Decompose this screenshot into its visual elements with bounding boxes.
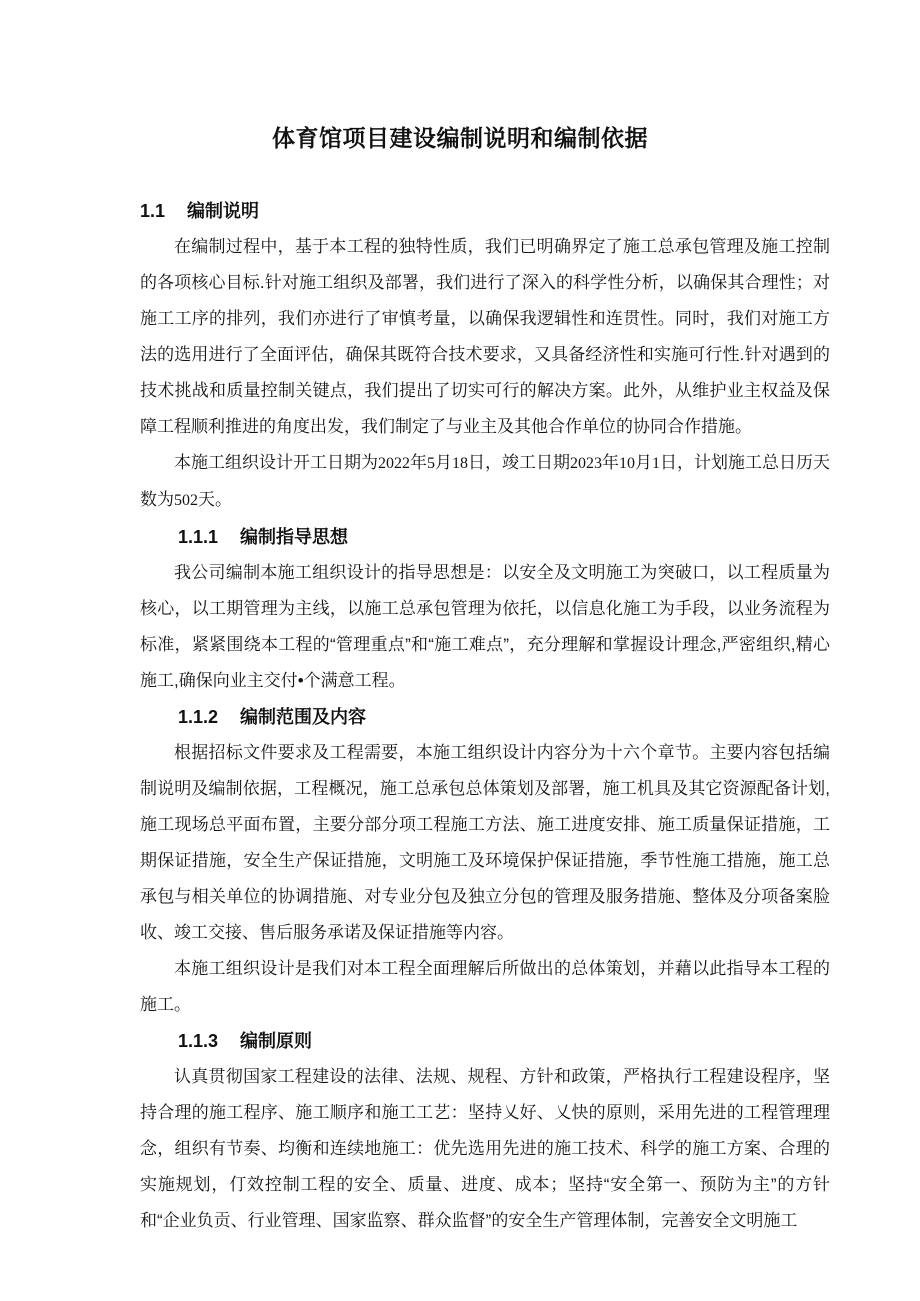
paragraph-guiding-ideology: 我公司编制本施工组织设计的指导思想是：以安全及文明施工为突破口，以工程质量为核心，以工期管理为主线，以施工总承包管理为依托，以信息化施工为手段，以业务流程为标准，紧紧围绕本工程的“管理重点”和“施工难点”，充分理解和掌握设计理念,严密组织,精心施工,确保向业主交付•个满意工程。 <box>140 563 830 690</box>
section-heading-1-1 <box>140 193 830 229</box>
section-heading-1-1-3-label: 编制原则 <box>240 1031 313 1051</box>
paragraph-compilation-overview: 在编制过程中，基于本工程的独特性质，我们已明确界定了施工总承包管理及施工控制的各项核心目标.针对施工组织及部署，我们进行了深入的科学性分析，以确保其合理性；对施工工序的排列，我们亦进行了审慎考量，以确保我逻辑性和连贯性。同时，我们对施工方法的选用进行了全面评估，确保其既符合技术要求，又具备经济性和实施可行性.针对遇到的技术挑战和质量控制关键点，我们提出了切实可行的解决方案。此外，从维护业主权益及保障工程顺利推进的角度出发，我们制定了与业主及其他合作单位的协同合作措施。 <box>140 237 830 436</box>
section-heading-1-1-1 <box>178 519 830 555</box>
section-heading-1-1-2-label: 编制范围及内容 <box>240 707 367 727</box>
section-heading-1-1-label: 编制说明 <box>187 201 260 221</box>
paragraph-scope-and-content: 根据招标文件要求及工程需要，本施工组织设计内容分为十六个章节。主要内容包括编制说明及编制依据，工程概况，施工总承包总体策划及部署，施工机具及其它资源配备计划,施工现场总平面布置，主要分部分项工程施工方法、施工进度安排、施工质量保证措施，工期保证措施，安全生产保证措施，文明施工及环境保护保证措施，季节性施工措施，施工总承包与相关单位的协调措施、对专业分包及独立分包的管理及服务措施、整体及分项备案脸收、竣工交接、售后服务承诺及保证措施等内容。 <box>140 743 830 942</box>
section-heading-1-1-2 <box>178 699 830 735</box>
paragraph-compilation-principles: 认真贯彻国家工程建设的法律、法规、规程、方针和政策，严格执行工程建设程序，坚持合理的施工程序、施工顺序和施工工艺：坚持乂好、乂快的原则，采用先进的工程管理理念，组织有节奏、均衡和连续地施工：优先选用先进的施工技术、科学的施工方案、合理的实施规划，仃效控制工程的安全、质量、进度、成本；坚持“安全第一、预防为主”的方针和“企业负贡、行业管理、国家监察、群众监督”的安全生产管理体制，完善安全文明施工 <box>140 1067 830 1230</box>
section-heading-1-1-1-label: 编制指导思想 <box>240 527 349 547</box>
paragraph-schedule-dates: 本施工组织设计开工日期为2022年5月18日，竣工日期2023年10月1日，计划施工总日历天数为502天。 <box>140 453 830 509</box>
section-heading-1-1-1-number: 1.1.1 <box>178 527 219 547</box>
section-heading-1-1-3 <box>178 1023 830 1059</box>
section-heading-1-1-2-number: 1.1.2 <box>178 707 219 727</box>
section-heading-1-1-number: 1.1 <box>140 201 166 221</box>
paragraph-overall-planning: 本施工组织设计是我们对本工程全面理解后所做出的总体策划，并藉以此指导本工程的施工。 <box>140 959 830 1014</box>
document-title: 体育馆项目建设编制说明和编制依据 <box>272 125 648 151</box>
section-heading-1-1-3-number: 1.1.3 <box>178 1031 219 1051</box>
